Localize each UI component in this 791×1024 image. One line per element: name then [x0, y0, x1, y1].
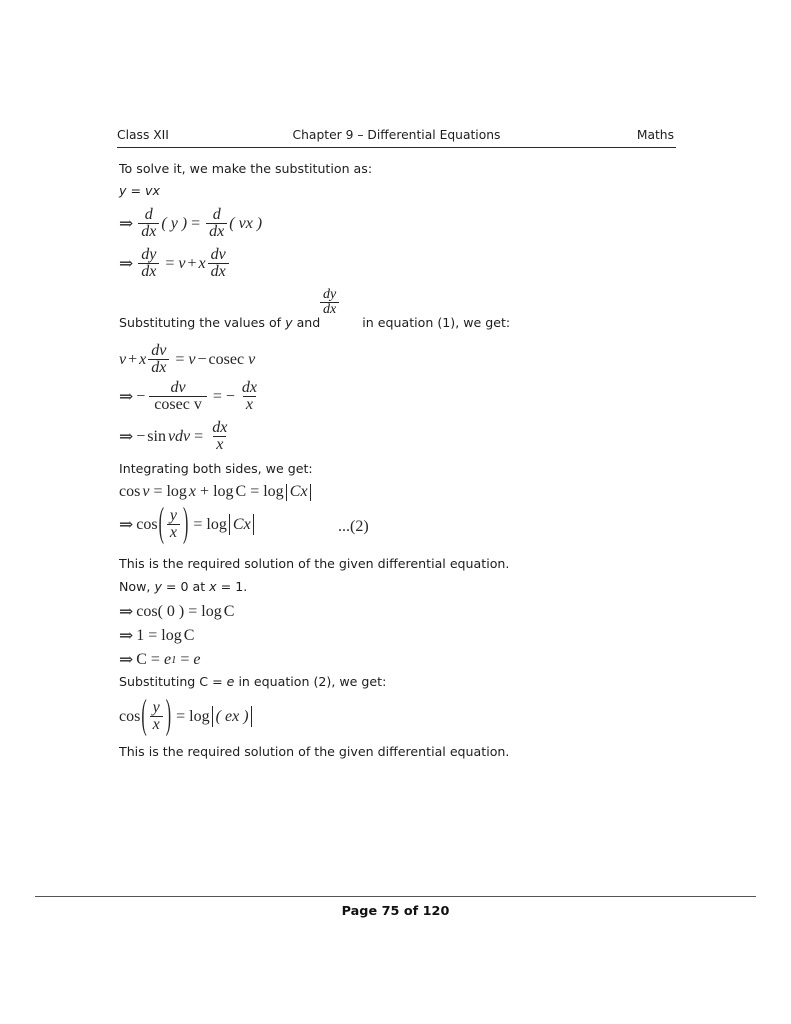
equation-integral-1	[119, 483, 314, 501]
equation-integral-2	[119, 501, 257, 546]
eq-sub1-numerator: dv	[151, 342, 167, 359]
substitution-equals: =	[130, 183, 142, 198]
eq-sub3-numerator: dx	[212, 419, 228, 436]
eq1-rhs-denominator: dx	[206, 223, 227, 240]
eq-final-log: log	[189, 707, 210, 725]
eq2-equals: =	[165, 254, 175, 272]
eq-sub2-rhs-denominator: x	[243, 396, 256, 413]
equation-constant-3	[119, 650, 200, 670]
eq-sub1-denominator: dx	[148, 359, 169, 376]
substituting-and: and	[296, 315, 321, 330]
substitution-variable: y	[119, 183, 127, 198]
eq2-lhs-denominator: dx	[138, 263, 159, 280]
equation-sub-2	[119, 380, 262, 414]
eq-int1-plus: +	[200, 483, 210, 500]
abs-bar-left	[229, 514, 230, 535]
implies-arrow-icon: ⇒	[119, 650, 134, 670]
eq1-lhs-denominator: dx	[138, 223, 159, 240]
initial-condition-var-y: y	[154, 579, 162, 594]
abs-bar-left	[286, 484, 287, 501]
footer-divider	[35, 896, 756, 897]
eq-sub3-equals: =	[194, 427, 204, 445]
substituting-var-y: y	[285, 315, 293, 330]
header-chapter-title: Chapter 9 – Differential Equations	[292, 128, 501, 142]
eq-c1-const: C	[223, 603, 235, 620]
paren-left: (	[158, 501, 164, 546]
eq1-lhs-argument: ( y )	[161, 214, 188, 232]
implies-arrow-icon: ⇒	[119, 514, 134, 535]
required-solution-line-1: This is the required solution of the given differential equation.	[119, 556, 510, 571]
substitution-line	[119, 183, 160, 199]
eq-int2-log: log	[206, 515, 227, 533]
eq-c3-exponent: 1	[171, 654, 177, 666]
eq-int1-log-arg-1: x	[188, 483, 197, 500]
eq-c3-result: e	[193, 651, 201, 668]
eq1-equals: =	[191, 214, 201, 232]
inline-derivative-fraction	[318, 288, 341, 318]
initial-condition-var-x: x	[209, 579, 217, 594]
eq1-rhs-argument: ( vx )	[229, 214, 263, 232]
abs-bar-left	[212, 706, 213, 727]
eq-final-equals: =	[176, 707, 186, 725]
eq-int1-log-1: log	[166, 483, 187, 500]
implies-arrow-icon: ⇒	[119, 386, 134, 407]
eq-sub2-rhs-numerator: dx	[241, 379, 257, 396]
eq-sub2-minus: −	[136, 387, 146, 405]
eq-sub3-sin: sin	[147, 427, 166, 445]
eq-final-abs-arg: ( ex )	[215, 707, 249, 725]
eq-int2-abs-arg: Cx	[232, 515, 251, 533]
equation-sub-3	[119, 420, 232, 454]
header-subject-label: Maths	[636, 128, 674, 142]
eq-c3-const: C	[136, 651, 147, 668]
implies-arrow-icon: ⇒	[119, 602, 134, 622]
eq-int2-cos: cos	[136, 515, 158, 533]
initial-condition-prefix: Now,	[119, 579, 151, 594]
eq2-rhs-denominator: dx	[208, 263, 229, 280]
eq-c2-const: C	[183, 627, 195, 644]
substituting-line	[119, 315, 510, 331]
eq-int1-log-3: log	[263, 483, 284, 500]
abs-bar-right	[310, 484, 311, 501]
eq-sub2-denominator: cosec v	[149, 396, 207, 413]
required-solution-line-2: This is the required solution of the given differential equation.	[119, 744, 510, 759]
eq-sub1-rhs-v: v	[188, 350, 196, 368]
eq-sub3-denominator: x	[213, 436, 226, 453]
substituting-text-before: Substituting the values of	[119, 315, 282, 330]
equation-number-label: ...(2)	[338, 518, 369, 535]
eq-c2-log: log	[161, 627, 182, 644]
substituting-text-after: in equation (1), we get:	[362, 315, 511, 330]
eq2-lhs-numerator: dy	[141, 246, 157, 263]
eq-sub2-equals: =	[212, 387, 222, 405]
implies-arrow-icon: ⇒	[119, 426, 134, 447]
eq-int1-abs-arg: Cx	[289, 483, 308, 500]
equation-final	[119, 693, 255, 738]
eq-int1-log-2: log	[213, 483, 234, 500]
eq-c3-base: e	[163, 651, 172, 668]
eq-int1-equals-1: =	[153, 483, 163, 500]
eq-sub1-x: x	[139, 350, 147, 368]
integrating-line: Integrating both sides, we get:	[119, 461, 313, 476]
substitution-value: vx	[145, 183, 160, 198]
eq-c1-arg: ( 0 )	[157, 603, 185, 620]
substituting-c-var-e: e	[226, 674, 235, 689]
eq-sub2-rhs-minus: −	[225, 387, 235, 405]
implies-arrow-icon: ⇒	[119, 213, 134, 234]
equation-derivative-2	[119, 247, 231, 281]
eq2-plus: +	[187, 254, 197, 272]
eq-c2-one: 1	[136, 627, 145, 644]
eq-sub1-cosec: cosec	[208, 350, 245, 368]
eq-c1-log: log	[201, 603, 222, 620]
eq-int1-equals-2: =	[250, 483, 260, 500]
eq-c1-equals: =	[188, 603, 198, 620]
page-header	[117, 128, 676, 148]
eq-int1-log-arg-2: C	[235, 483, 247, 500]
equation-constant-2	[119, 626, 194, 646]
eq-final-numerator: y	[152, 699, 160, 716]
initial-condition-eq-2: = 1.	[220, 579, 248, 594]
substituting-c-suffix: in equation (2), we get:	[238, 674, 387, 689]
substituting-c-line	[119, 674, 386, 690]
eq-c2-equals: =	[148, 627, 158, 644]
abs-bar-right	[253, 514, 254, 535]
eq-int2-denominator: x	[167, 524, 180, 541]
eq1-rhs-numerator: d	[212, 206, 221, 223]
eq2-rhs-x: x	[198, 254, 206, 272]
eq-sub2-numerator: dv	[170, 379, 186, 396]
eq-c3-equals-1: =	[150, 651, 160, 668]
eq-sub3-arg: vdv	[167, 427, 191, 445]
eq2-rhs-v: v	[178, 254, 186, 272]
eq-sub1-plus: +	[128, 350, 138, 368]
eq-int2-equals: =	[193, 515, 203, 533]
paren-left: (	[141, 693, 147, 738]
equation-derivative-1	[119, 207, 262, 241]
initial-condition-eq-1: = 0 at	[165, 579, 206, 594]
inline-frac-denominator: dx	[320, 302, 339, 317]
eq-sub1-v: v	[119, 350, 127, 368]
eq-int1-cos-arg: v	[142, 483, 150, 500]
inline-frac-numerator: dy	[323, 287, 337, 302]
eq-sub1-equals: =	[175, 350, 185, 368]
initial-condition-line	[119, 579, 247, 595]
substituting-c-prefix: Substituting C =	[119, 674, 223, 689]
paren-right: )	[183, 501, 189, 546]
equation-constant-1	[119, 602, 234, 622]
eq-int1-cos: cos	[119, 483, 141, 500]
implies-arrow-icon: ⇒	[119, 626, 134, 646]
header-class-label: Class XII	[117, 128, 169, 142]
intro-paragraph: To solve it, we make the substitution as:	[119, 161, 373, 176]
eq-c3-equals-2: =	[180, 651, 190, 668]
eq-sub1-cosec-arg: v	[248, 350, 256, 368]
eq-final-denominator: x	[150, 716, 163, 733]
eq-sub1-minus: −	[197, 350, 207, 368]
header-divider	[117, 147, 676, 148]
footer-page-number: Page 75 of 120	[341, 904, 450, 919]
eq2-rhs-numerator: dv	[210, 246, 226, 263]
implies-arrow-icon: ⇒	[119, 253, 134, 274]
eq-c1-cos: cos	[136, 603, 158, 620]
equation-sub-1	[119, 343, 255, 377]
abs-bar-right	[251, 706, 252, 727]
eq-final-cos: cos	[119, 707, 141, 725]
eq1-lhs-numerator: d	[144, 206, 153, 223]
eq-sub3-minus: −	[136, 427, 146, 445]
eq-int2-numerator: y	[169, 507, 178, 524]
paren-right: )	[165, 693, 172, 738]
